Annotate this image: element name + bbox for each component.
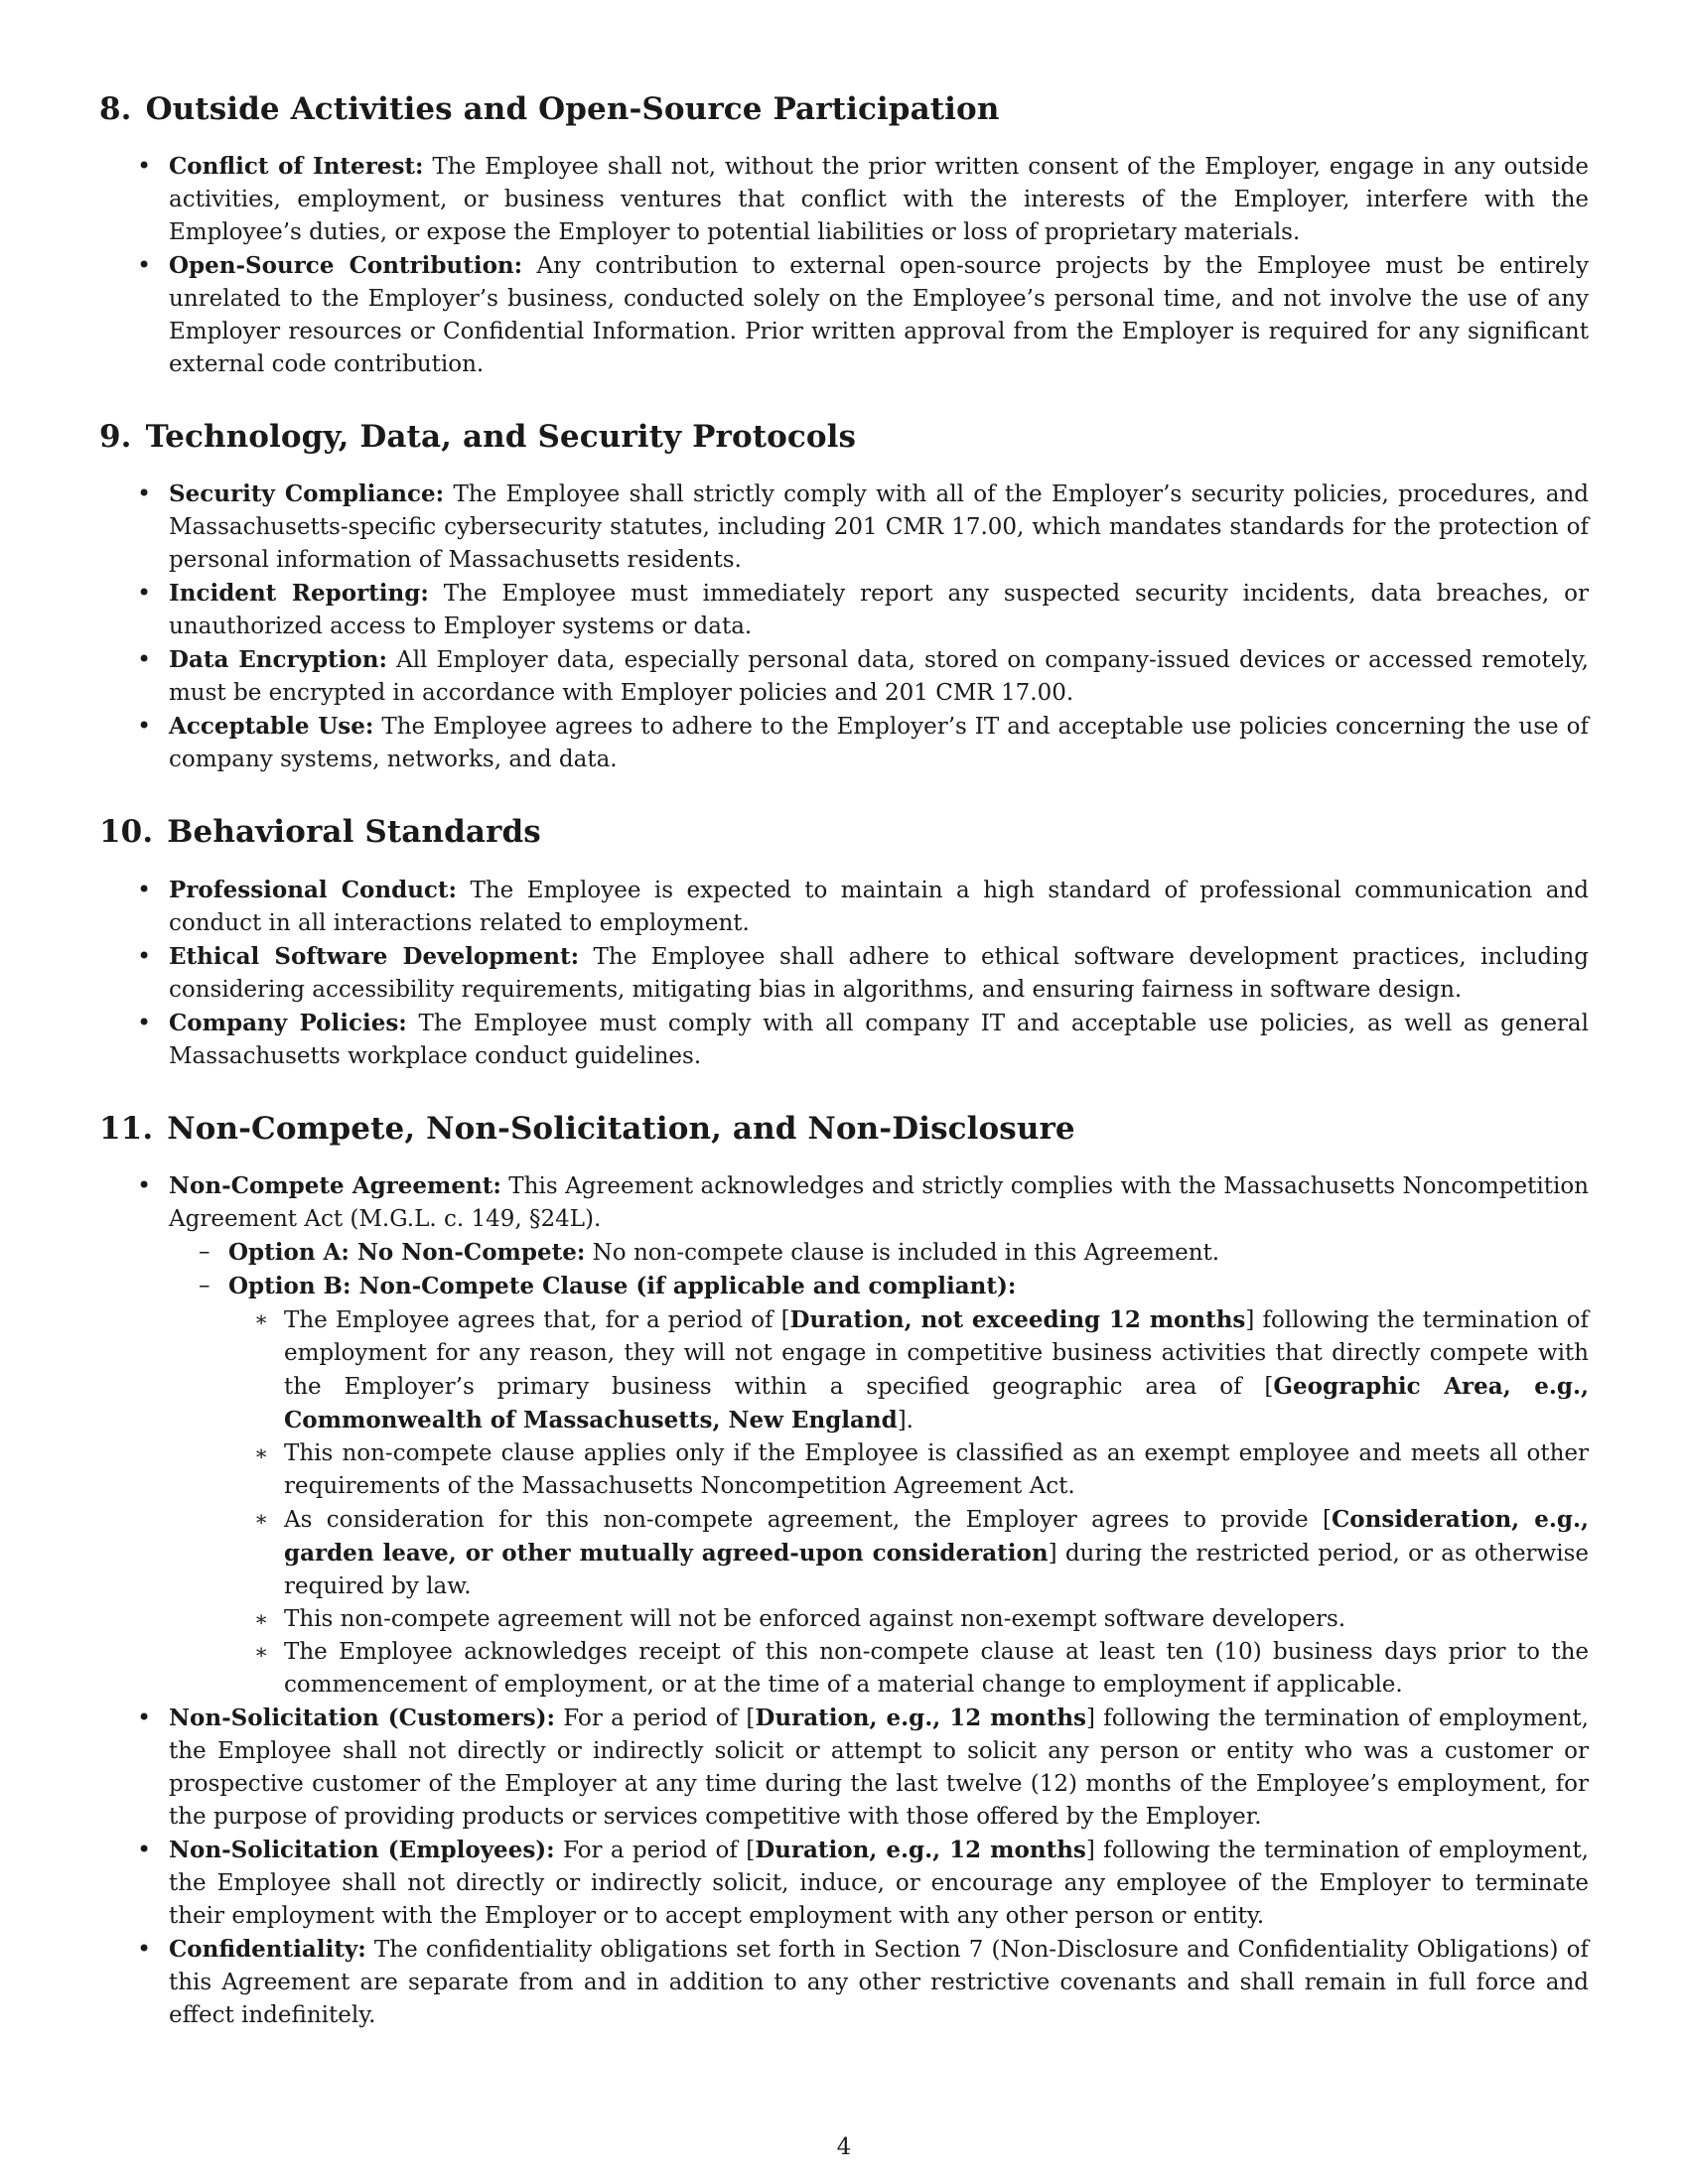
list-item-non-solicitation-customers	[99, 1702, 1589, 1834]
section-title: Behavioral Standards	[167, 814, 541, 851]
clause-text: ].	[897, 1407, 914, 1433]
placeholder-duration: Duration, not exceeding 12 months	[789, 1305, 1246, 1333]
list-item-non-solicitation-employees	[99, 1834, 1589, 1933]
item-label: Security Compliance:	[169, 480, 445, 508]
item-text: The Employee shall not, without the prior written consent of the Employer, engage in any outside activities, employment, or business ventures that conflict with the interests of the Employer, interfere with the Employee’s duties, or expose the Employer to potential liabilities or loss of proprietary materials.	[169, 154, 1589, 246]
item-label: Non-Solicitation (Customers):	[169, 1704, 555, 1731]
clause-item	[228, 1503, 1589, 1603]
option-label: Option B: Non-Compete Clause (if applicable and compliant):	[228, 1272, 1017, 1299]
bullet-list	[99, 478, 1589, 776]
bullet-list	[99, 1169, 1589, 2032]
item-text: The confidentiality obligations set forth in Section 7 (Non-Disclosure and Confidentiality Obligations) of this Agreement are separate from and in addition to any other restrictive covenants and shall remain in full force and effect indefinitely.	[169, 1936, 1589, 2028]
clause-text: ] following the termination of employment for any reason, they will not engage in competitive business activities that directly compete with the Employer’s primary business within a specified geographic area of [	[284, 1306, 1589, 1400]
item-label: Data Encryption:	[169, 646, 387, 674]
item-text: For a period of [	[554, 1837, 756, 1863]
list-item	[99, 940, 1589, 1007]
clause-text: The Employee agrees that, for a period of [	[284, 1306, 790, 1333]
item-text: For a period of [	[555, 1705, 756, 1731]
section-title: Outside Activities and Open-Source Participation	[145, 91, 1000, 127]
bullet-list	[99, 150, 1589, 381]
list-item	[99, 249, 1589, 381]
list-item-confidentiality	[99, 1933, 1589, 2032]
list-item	[99, 150, 1589, 249]
list-item	[99, 710, 1589, 776]
option-a	[169, 1236, 1589, 1270]
option-b	[169, 1270, 1589, 1702]
placeholder-consideration: Consideration, e.g., garden leave, or other mutually agreed-upon consideration	[284, 1505, 1589, 1567]
item-label: Company Policies:	[169, 1009, 407, 1036]
section-heading	[99, 91, 1589, 128]
list-item	[99, 643, 1589, 710]
section-number: 11.	[99, 1110, 154, 1147]
section-number: 9.	[99, 419, 132, 456]
placeholder-duration: Duration, e.g., 12 months	[755, 1704, 1086, 1731]
section-9	[99, 419, 1589, 776]
clause-text: This non-compete agreement will not be enforced against non-exempt software developers.	[284, 1605, 1346, 1632]
item-text: ] following the termination of employment, the Employee shall not directly or indirectly solicit or attempt to solicit any person or entity who was a customer or prospective customer of the Employer at any time during the last twelve (12) months of the Employee’s employment, for the purpose of providing products or services competitive with those offered by the Employer.	[169, 1705, 1589, 1830]
section-heading	[99, 1111, 1589, 1148]
placeholder-geographic-area: Geographic Area, e.g., Commonwealth of Massachusetts, New England	[284, 1372, 1589, 1433]
item-label: Conflict of Interest:	[169, 153, 424, 181]
clause-item	[228, 1437, 1589, 1503]
section-8	[99, 91, 1589, 381]
section-number: 8.	[99, 91, 132, 127]
clause-item	[228, 1636, 1589, 1702]
item-text: Any contribution to external open-source projects by the Employee must be entirely unrelated to the Employer’s business, conducted solely on the Employee’s personal time, and not involve the use of any Employer resources or Confidential Information. Prior written approval from the Employer is required for any significant external code contribution.	[169, 253, 1589, 378]
list-item	[99, 478, 1589, 577]
list-item	[99, 577, 1589, 643]
section-heading	[99, 419, 1589, 456]
clause-text: As consideration for this non-compete agreement, the Employer agrees to provide [	[284, 1506, 1332, 1533]
item-label: Professional Conduct:	[169, 876, 458, 903]
list-item-non-compete	[99, 1169, 1589, 1702]
item-text: All Employer data, especially personal data, stored on company-issued devices or accessed remotely, must be encrypted in accordance with Employer policies and 201 CMR 17.00.	[169, 647, 1589, 707]
item-label: Ethical Software Development:	[169, 942, 580, 970]
section-heading	[99, 814, 1589, 851]
clause-text: ] during the restricted period, or as otherwise required by law.	[284, 1540, 1590, 1599]
bullet-list	[99, 874, 1589, 1073]
item-text: This Agreement acknowledges and strictly complies with the Massachusetts Noncompetition Agreement Act (M.G.L. c. 149, §24L).	[169, 1172, 1589, 1232]
item-text: The Employee must comply with all company IT and acceptable use policies, as well as general Massachusetts workplace conduct guidelines.	[169, 1010, 1589, 1069]
item-text: The Employee must immediately report any suspected security incidents, data breaches, or unauthorized access to Employer systems or data.	[169, 581, 1589, 640]
section-10	[99, 814, 1589, 1072]
section-title: Technology, Data, and Security Protocols	[145, 419, 857, 456]
item-text: The Employee shall adhere to ethical software development practices, including considering accessibility requirements, mitigating bias in algorithms, and ensuring fairness in software design.	[169, 943, 1589, 1003]
item-label: Non-Compete Agreement:	[169, 1171, 501, 1199]
clause-text: This non-compete clause applies only if the Employee is classified as an exempt employee and meets all other requirements of the Massachusetts Noncompetition Agreement Act.	[284, 1439, 1589, 1499]
clause-item	[228, 1603, 1589, 1636]
clause-item	[228, 1303, 1589, 1437]
list-item	[99, 1007, 1589, 1073]
item-label: Acceptable Use:	[169, 713, 374, 741]
section-number: 10.	[99, 814, 154, 851]
item-label: Incident Reporting:	[169, 580, 429, 608]
section-11	[99, 1111, 1589, 2032]
item-text: The Employee agrees to adhere to the Employer’s IT and acceptable use policies concerning the use of company systems, networks, and data.	[169, 714, 1589, 773]
item-label: Non-Solicitation (Employees):	[169, 1836, 555, 1863]
option-text: No non-compete clause is included in this Agreement.	[585, 1239, 1220, 1266]
item-label: Open-Source Contribution:	[169, 252, 523, 280]
item-text: ] following the termination of employment, the Employee shall not directly or indirectly solicit, induce, or encourage any employee of the Employer to terminate their employment with the Employer or to accept employment with any other person or entity.	[169, 1837, 1589, 1929]
document-page	[99, 91, 1589, 2070]
option-label: Option A: No Non-Compete:	[228, 1238, 586, 1266]
page-number: 4	[836, 2134, 852, 2160]
item-text: The Employee is expected to maintain a high standard of professional communication and conduct in all interactions related to employment.	[169, 877, 1589, 936]
item-text: The Employee shall strictly comply with all of the Employer’s security policies, procedures, and Massachusetts-specific cybersecurity statutes, including 201 CMR 17.00, which mandates standards for the protection of personal information of Massachusetts residents.	[169, 481, 1589, 574]
section-title: Non-Compete, Non-Solicitation, and Non-Disclosure	[167, 1110, 1075, 1147]
clause-text: The Employee acknowledges receipt of this non-compete clause at least ten (10) business days prior to the commencement of employment, or at the time of a material change to employment if applicable.	[284, 1638, 1589, 1698]
item-label: Confidentiality:	[169, 1935, 366, 1963]
placeholder-duration: Duration, e.g., 12 months	[755, 1836, 1086, 1863]
option-list	[169, 1236, 1589, 1702]
clause-list	[228, 1303, 1589, 1702]
list-item	[99, 874, 1589, 940]
